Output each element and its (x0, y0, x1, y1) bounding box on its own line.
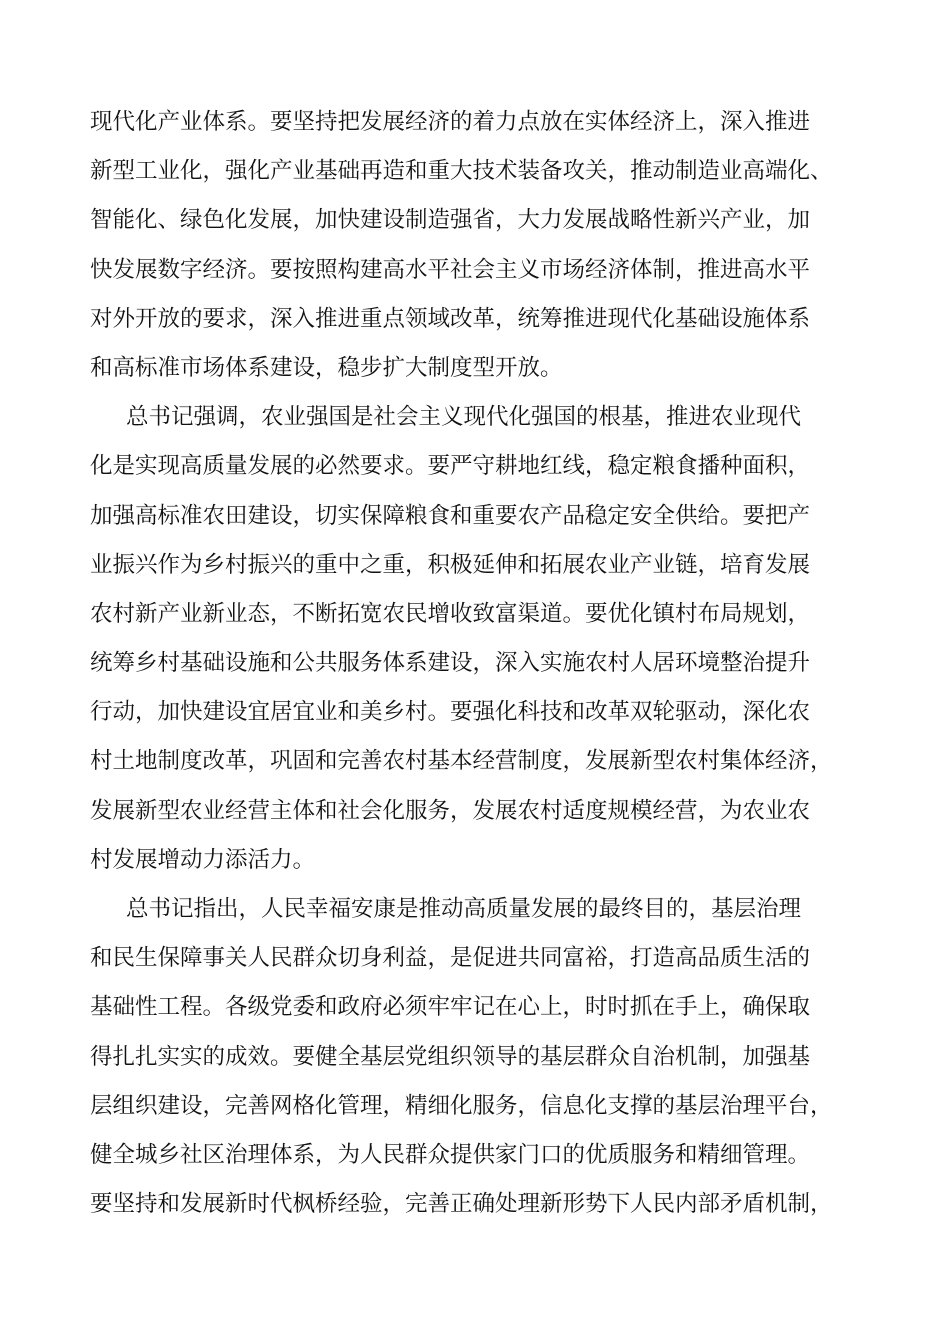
text-line: 得扎扎实实的成效。要健全基层党组织领导的基层群众自治机制，加强基 (90, 1043, 811, 1070)
text-line: 基础性工程。各级党委和政府必须牢牢记在心上，时时抓在手上，确保取 (90, 994, 811, 1021)
text-line: 行动，加快建设宜居宜业和美乡村。要强化科技和改革双轮驱动，深化农 (90, 699, 811, 726)
paragraph-1 (90, 98, 870, 393)
text-line: 统筹乡村基础设施和公共服务体系建设，深入实施农村人居环境整治提升 (90, 650, 811, 677)
text-line: 新型工业化，强化产业基础再造和重大技术装备攻关，推动制造业高端化、 (90, 158, 833, 185)
text-line: 和高标准市场体系建设，稳步扩大制度型开放。 (90, 354, 563, 381)
text-line: 村发展增动力添活力。 (90, 846, 316, 873)
text-line: 快发展数字经济。要按照构建高水平社会主义市场经济体制，推进高水平 (90, 256, 811, 283)
text-line: 要坚持和发展新时代枫桥经验，完善正确处理新形势下人民内部矛盾机制， (90, 1191, 833, 1218)
text-line: 层组织建设，完善网格化管理，精细化服务，信息化支撑的基层治理平台， (90, 1092, 833, 1119)
text-line: 智能化、绿色化发展，加快建设制造强省，大力发展战略性新兴产业，加 (90, 207, 811, 234)
document-body (90, 98, 870, 1229)
text-line: 和民生保障事关人民群众切身利益，是促进共同富裕，打造高品质生活的 (90, 945, 811, 972)
text-line: 加强高标准农田建设，切实保障粮食和重要农产品稳定安全供给。要把产 (90, 502, 811, 529)
text-line: 村土地制度改革，巩固和完善农村基本经营制度，发展新型农村集体经济， (90, 748, 833, 775)
text-line: 业振兴作为乡村振兴的重中之重，积极延伸和拓展农业产业链，培育发展 (90, 551, 811, 578)
text-line: 健全城乡社区治理体系，为人民群众提供家门口的优质服务和精细管理。 (90, 1141, 811, 1168)
text-line: 发展新型农业经营主体和社会化服务，发展农村适度规模经营，为农业农 (90, 797, 811, 824)
paragraph-2 (90, 393, 870, 885)
text-line: 化是实现高质量发展的必然要求。要严守耕地红线，稳定粮食播种面积， (90, 453, 811, 480)
text-line: 总书记强调，农业强国是社会主义现代化强国的根基，推进农业现代 (126, 404, 802, 431)
text-line: 农村新产业新业态，不断拓宽农民增收致富渠道。要优化镇村布局规划， (90, 600, 811, 627)
text-line: 现代化产业体系。要坚持把发展经济的着力点放在实体经济上，深入推进 (90, 109, 811, 135)
paragraph-3 (90, 885, 870, 1229)
text-line: 总书记指出，人民幸福安康是推动高质量发展的最终目的，基层治理 (126, 896, 802, 922)
text-line: 对外开放的要求，深入推进重点领域改革，统筹推进现代化基础设施体系 (90, 305, 811, 332)
